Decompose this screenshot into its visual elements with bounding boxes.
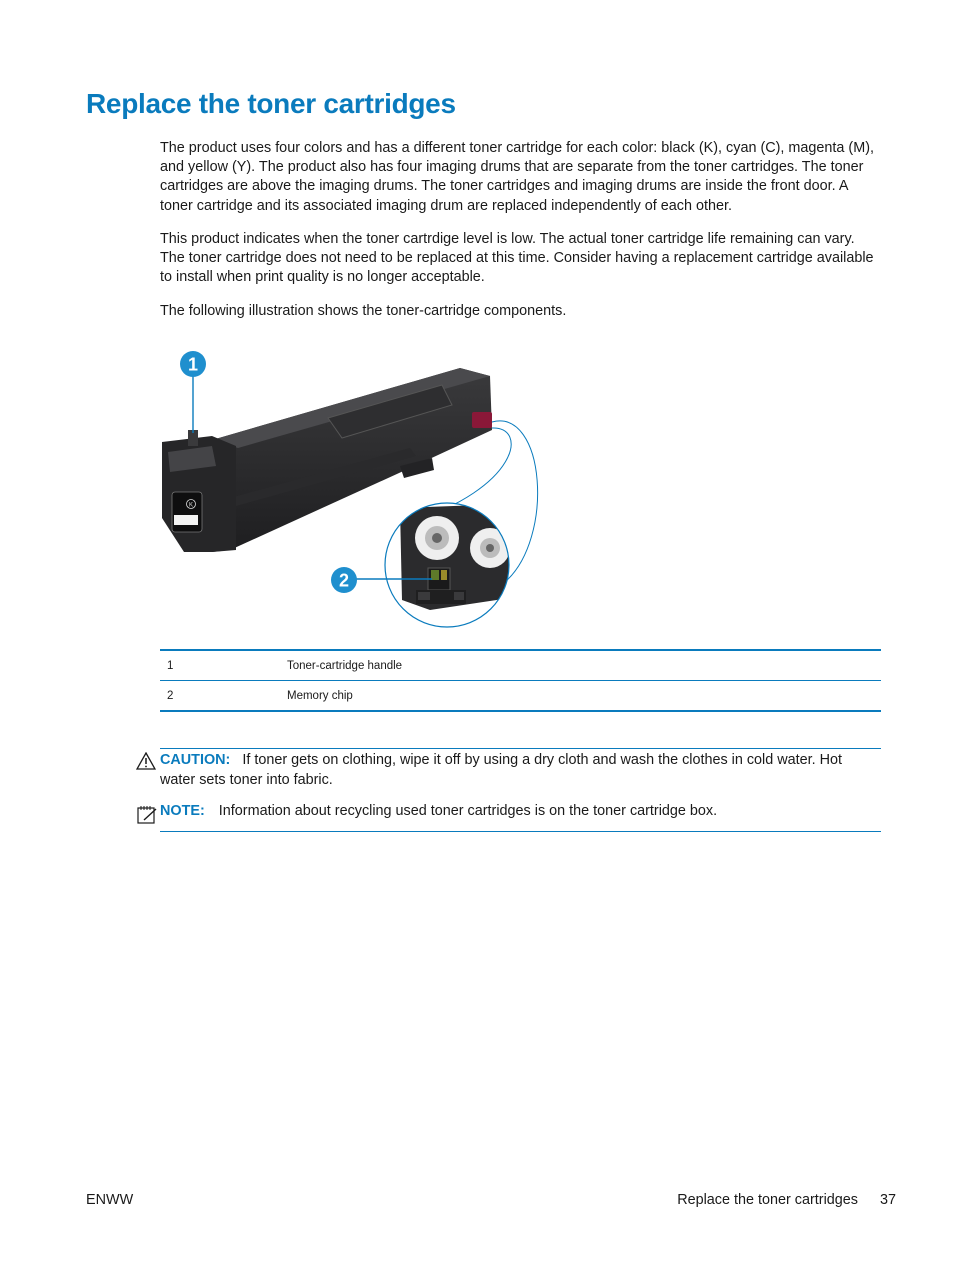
note-icon: [136, 804, 158, 824]
legend-number: 1: [167, 659, 174, 672]
page-title: Replace the toner cartridges: [86, 88, 456, 119]
footer-right: [677, 1192, 896, 1208]
toner-level-paragraph: This product indicates when the toner cartrdige level is low. The actual toner cartridge life remaining can vary. The toner cartridge does not need to be replaced at this time. Consider having a replacement cartridge available to install when print quality is no longer acceptable.: [160, 231, 874, 286]
warning-icon: [136, 752, 156, 770]
caution-callout: [160, 748, 881, 790]
table-row: [160, 650, 881, 681]
cartridge-k-mark: K: [188, 502, 194, 509]
callout-1-label: 1: [187, 354, 199, 375]
legend-table: [160, 649, 881, 712]
table-row: [160, 681, 881, 712]
caution-label: CAUTION:: [160, 752, 231, 768]
page-number: 37: [879, 1192, 896, 1208]
memory-chip-detail: [385, 503, 510, 627]
toner-cartridge-illustration: [160, 338, 540, 634]
intro-paragraph: The product uses four colors and has a different toner cartridge for each color: black (K), cyan (C), magenta (M), and yellow (Y). The product also has four imaging drums that are separate from the toner cartridges. The toner cartridges are above the imaging drums. The toner cartridges and imaging drums are inside the front door. A toner cartridge and its associated imaging drum are replaced independently of each other.: [160, 140, 874, 214]
footer-section-title: Replace the toner cartridges: [677, 1192, 858, 1208]
legend-number: 2: [160, 681, 280, 712]
callout-2-label: 2: [338, 570, 350, 591]
note-callout: [160, 801, 881, 832]
legend-label: Toner-cartridge handle: [287, 659, 403, 672]
note-text: Information about recycling used toner cartridges is on the toner cartridge box.: [218, 803, 718, 819]
footer-left: ENWW: [86, 1192, 134, 1208]
illustration-intro-paragraph: The following illustration shows the toner-cartridge components.: [160, 303, 567, 319]
caution-text: If toner gets on clothing, wipe it off by using a dry cloth and wash the clothes in cold water. Hot water sets toner into fabric.: [160, 752, 843, 788]
legend-label: Memory chip: [280, 681, 881, 712]
note-label: NOTE:: [160, 803, 205, 819]
